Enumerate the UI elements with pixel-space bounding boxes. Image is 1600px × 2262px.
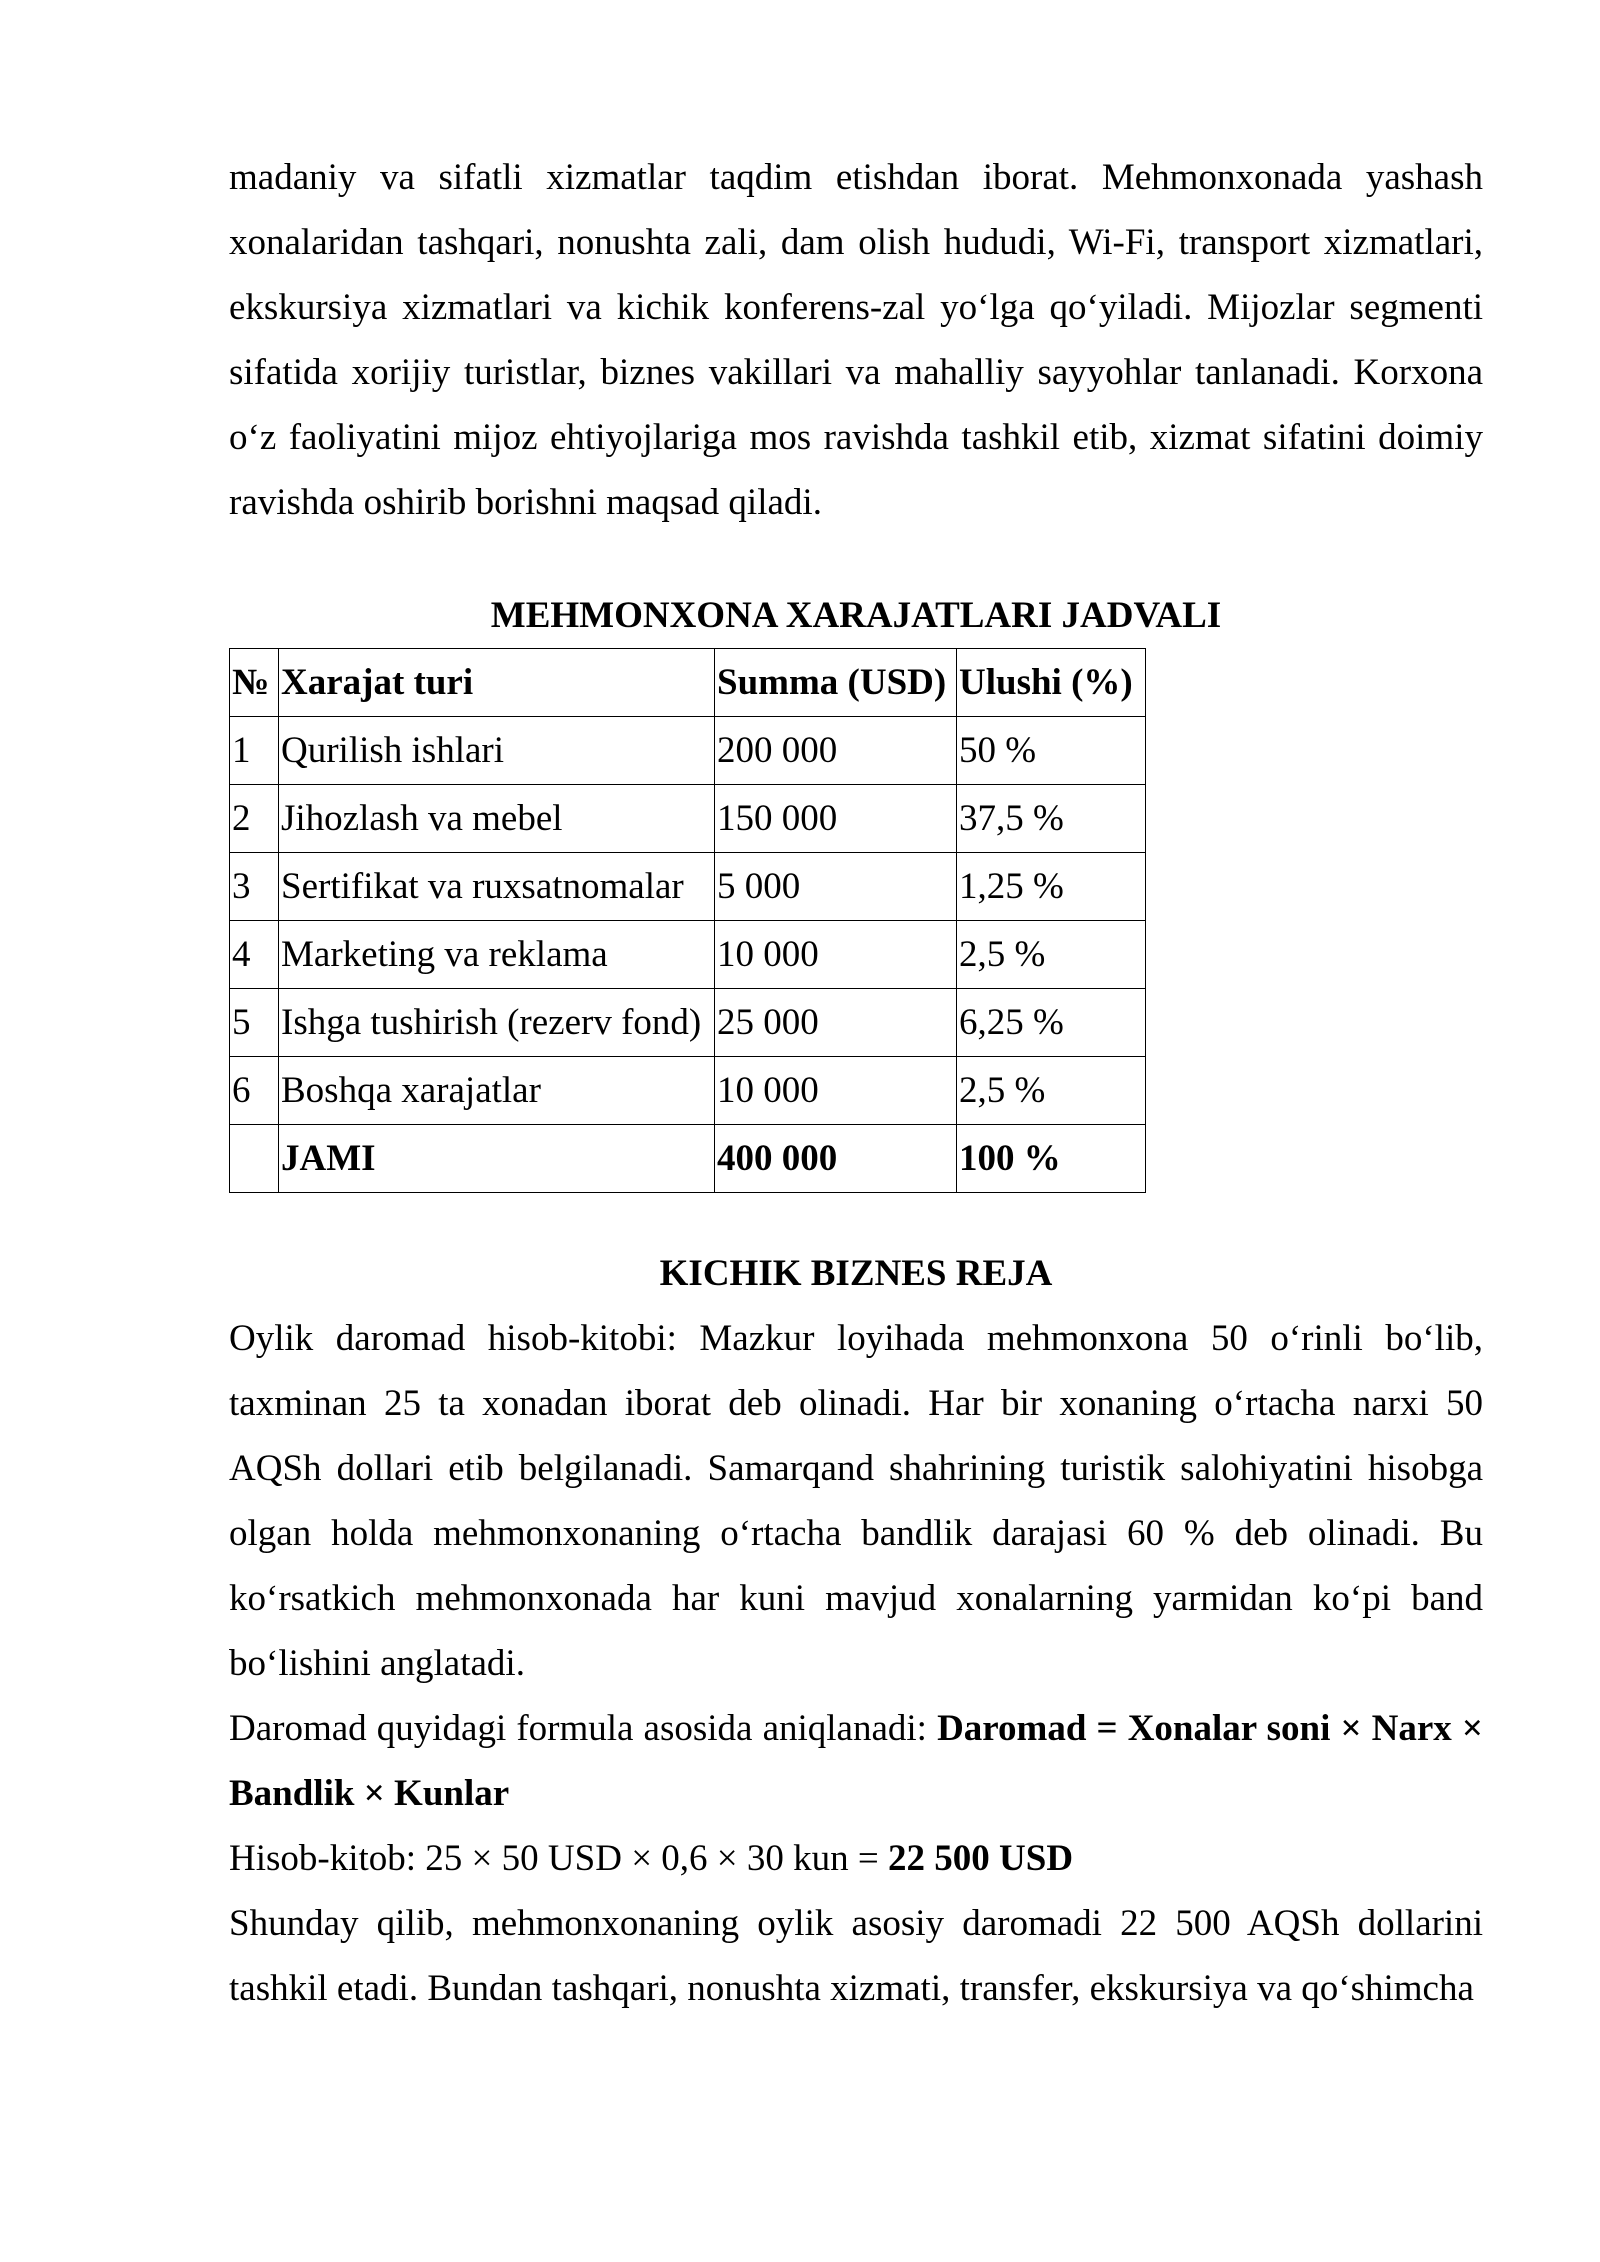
header-amount: Summa (USD) [715, 649, 957, 717]
row-amount: 25 000 [715, 989, 957, 1057]
row-expense-type: Qurilish ishlari [279, 717, 715, 785]
row-share: 1,25 % [957, 853, 1146, 921]
total-share: 100 % [957, 1125, 1146, 1193]
section-title: KICHIK BIZNES REJA [659, 1253, 1053, 1294]
row-expense-type: Jihozlash va mebel [279, 785, 715, 853]
table-row [230, 989, 1146, 1057]
row-expense-type: Boshqa xarajatlar [279, 1057, 715, 1125]
income-paragraph: Oylik daromad hisob-kitobi: Mazkur loyihada mehmonxona 50 o‘rinli bo‘lib, taxminan 25 ta xonadan iborat deb olinadi. Har bir xonaning o‘rtacha narxi 50 AQSh dollari etib belgilanadi. Samarqand shahrining turistik salohiyatini hisobga olgan holda mehmonxonaning o‘rtacha bandlik darajasi 60 % deb olinadi. Bu ko‘rsatkich mehmonxonada har kuni mavjud xonalarning yarmidan ko‘pi band bo‘lishini anglatadi. [229, 1318, 1483, 1684]
table-title: MEHMONXONA XARAJATLARI JADVALI [490, 595, 1222, 636]
header-expense-type: Xarajat turi [279, 649, 715, 717]
total-number [230, 1125, 279, 1193]
table-row [230, 853, 1146, 921]
total-amount: 400 000 [715, 1125, 957, 1193]
row-amount: 10 000 [715, 1057, 957, 1125]
expenses-table [229, 648, 1146, 1193]
calculation-intro: Hisob-kitob: 25 × 50 USD × 0,6 × 30 kun = [229, 1838, 889, 1879]
row-number: 2 [230, 785, 279, 853]
row-share: 6,25 % [957, 989, 1146, 1057]
table-row [230, 921, 1146, 989]
row-expense-type: Sertifikat va ruxsatnomalar [279, 853, 715, 921]
intro-paragraph: madaniy va sifatli xizmatlar taqdim etishdan iborat. Mehmonxonada yashash xonalaridan tashqari, nonushta zali, dam olish hududi, Wi-Fi, transport xizmatlari, ekskursiya xizmatlari va kichik konferens-zal yo‘lga qo‘yiladi. Mijozlar segmenti sifatida xorijiy turistlar, biznes vakillari va mahalliy sayyohlar tanlanadi. Korxona o‘z faoliyatini mijoz ehtiyojlariga mos ravishda tashkil etib, xizmat sifatini doimiy ravishda oshirib borishni maqsad qiladi. [229, 157, 1483, 523]
header-number: № [230, 649, 279, 717]
row-number: 6 [230, 1057, 279, 1125]
document-page [229, 145, 1483, 2021]
table-row [230, 1057, 1146, 1125]
formula-intro: Daromad quyidagi formula asosida aniqlanadi: [229, 1708, 938, 1749]
formula-text: Daromad = Xonalar soni × Narx × Bandlik × Kunlar [229, 1708, 1483, 1814]
formula-paragraph [229, 1696, 1483, 1826]
row-number: 1 [230, 717, 279, 785]
table-row [230, 717, 1146, 785]
row-expense-type: Ishga tushirish (rezerv fond) [279, 989, 715, 1057]
calculation-result: 22 500 USD [888, 1838, 1074, 1879]
table-total-row [230, 1125, 1146, 1193]
row-expense-type: Marketing va reklama [279, 921, 715, 989]
row-share: 37,5 % [957, 785, 1146, 853]
total-label: JAMI [279, 1125, 715, 1193]
row-share: 2,5 % [957, 921, 1146, 989]
row-number: 4 [230, 921, 279, 989]
row-amount: 5 000 [715, 853, 957, 921]
closing-paragraph: Shunday qilib, mehmonxonaning oylik asosiy daromadi 22 500 AQSh dollarini tashkil etadi. Bundan tashqari, nonushta xizmati, transfer, ekskursiya va qo‘shimcha [229, 1903, 1483, 2009]
header-share: Ulushi (%) [957, 649, 1146, 717]
row-amount: 150 000 [715, 785, 957, 853]
row-number: 5 [230, 989, 279, 1057]
row-amount: 10 000 [715, 921, 957, 989]
row-share: 2,5 % [957, 1057, 1146, 1125]
table-header-row [230, 649, 1146, 717]
calculation-paragraph [229, 1826, 1483, 1891]
row-number: 3 [230, 853, 279, 921]
row-share: 50 % [957, 717, 1146, 785]
table-row [230, 785, 1146, 853]
row-amount: 200 000 [715, 717, 957, 785]
